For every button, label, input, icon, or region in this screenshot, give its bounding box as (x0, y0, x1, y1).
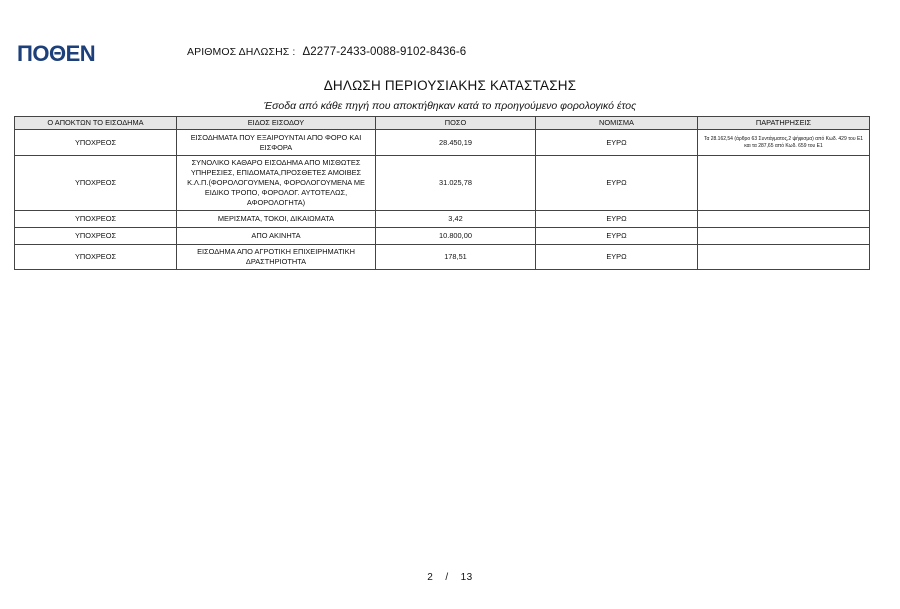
column-header-remarks: ΠΑΡΑΤΗΡΗΣΕΙΣ (698, 117, 870, 130)
cell-acquirer: ΥΠΟΧΡΕΟΣ (15, 211, 177, 228)
page-separator: / (445, 572, 449, 583)
declaration-number-line (187, 46, 466, 58)
page-current: 2 (427, 572, 434, 583)
cell-income-type: ΣΥΝΟΛΙΚΟ ΚΑΘΑΡΟ ΕΙΣΟΔΗΜΑ ΑΠΟ ΜΙΣΘΩΤΕΣ ΥΠΗΡΕΣΙΕΣ, ΕΠΙΔΟΜΑΤΑ,ΠΡΟΣΘΕΤΕΣ ΑΜΟΙΒΕΣ Κ.Λ.Π.(ΦΟΡΟΛΟΓΟΥΜΕΝΑ, ΦΟΡΟΛΟΓΟΥΜΕΝΑ ΜΕ ΕΙΔΙΚΟ ΤΡΟΠΟ, ΦΟΡΟΛΟΓ. ΑΥΤΟΤΕΛΩΣ, ΑΦΟΡΟΛΟΓΗΤΑ) (177, 156, 376, 211)
cell-acquirer: ΥΠΟΧΡΕΟΣ (15, 130, 177, 156)
column-header-currency: ΝΟΜΙΣΜΑ (536, 117, 698, 130)
table-row (15, 245, 870, 270)
cell-acquirer: ΥΠΟΧΡΕΟΣ (15, 245, 177, 270)
poθen-logo (17, 40, 97, 66)
table-row (15, 211, 870, 228)
cell-remarks (698, 211, 870, 228)
income-table (14, 116, 870, 270)
table-row (15, 130, 870, 156)
cell-income-type: ΑΠΟ ΑΚΙΝΗΤΑ (177, 228, 376, 245)
cell-remarks: Τα 28.162,54 (άρθρο 63 Συντάγματος,2 ψήφισμα) από Κωδ. 429 του Ε1 και τα 287,65 από Κωδ. 659 του Ε1 (698, 130, 870, 156)
document-title: ΔΗΛΩΣΗ ΠΕΡΙΟΥΣΙΑΚΗΣ ΚΑΤΑΣΤΑΣΗΣ (323, 78, 577, 93)
cell-remarks (698, 228, 870, 245)
cell-currency: ΕΥΡΩ (536, 156, 698, 211)
cell-acquirer: ΥΠΟΧΡΕΟΣ (15, 156, 177, 211)
column-header-acquirer: Ο ΑΠΟΚΤΩΝ ΤΟ ΕΙΣΟΔΗΜΑ (15, 117, 177, 130)
cell-income-type: ΕΙΣΟΔΗΜΑ ΑΠΟ ΑΓΡΟΤΙΚΗ ΕΠΙΧΕΙΡΗΜΑΤΙΚΗ ΔΡΑΣΤΗΡΙΟΤΗΤΑ (177, 245, 376, 270)
cell-remarks (698, 156, 870, 211)
declaration-number-value: Δ2277-2433-0088-9102-8436-6 (302, 46, 467, 58)
column-header-income-type: ΕΙΔΟΣ ΕΙΣΟΔΟΥ (177, 117, 376, 130)
cell-acquirer: ΥΠΟΧΡΕΟΣ (15, 228, 177, 245)
cell-amount: 31.025,78 (376, 156, 536, 211)
cell-income-type: ΜΕΡΙΣΜΑΤΑ, ΤΟΚΟΙ, ΔΙΚΑΙΩΜΑΤΑ (177, 211, 376, 228)
cell-amount: 3,42 (376, 211, 536, 228)
page-total: 13 (460, 572, 473, 583)
cell-currency: ΕΥΡΩ (536, 228, 698, 245)
cell-amount: 28.450,19 (376, 130, 536, 156)
column-header-amount: ΠΟΣΟ (376, 117, 536, 130)
cell-amount: 10.800,00 (376, 228, 536, 245)
cell-currency: ΕΥΡΩ (536, 245, 698, 270)
logo-wordmark: ΠΟΘΕΝ (17, 41, 96, 66)
table-row (15, 156, 870, 211)
table-header-row (15, 117, 870, 130)
logo-image (17, 40, 97, 66)
declaration-number-label: ΑΡΙΘΜΟΣ ΔΗΛΩΣΗΣ : (187, 46, 296, 58)
cell-amount: 178,51 (376, 245, 536, 270)
cell-remarks (698, 245, 870, 270)
cell-income-type: ΕΙΣΟΔΗΜΑΤΑ ΠΟΥ ΕΞΑΙΡΟΥΝΤΑΙ ΑΠΟ ΦΟΡΟ ΚΑΙ ΕΙΣΦΟΡΑ (177, 130, 376, 156)
document-subtitle: Έσοδα από κάθε πηγή που αποκτήθηκαν κατά το προηγούμενο φορολογικό έτος (263, 100, 637, 112)
cell-currency: ΕΥΡΩ (536, 130, 698, 156)
cell-currency: ΕΥΡΩ (536, 211, 698, 228)
page-indicator (0, 572, 900, 583)
table-row (15, 228, 870, 245)
